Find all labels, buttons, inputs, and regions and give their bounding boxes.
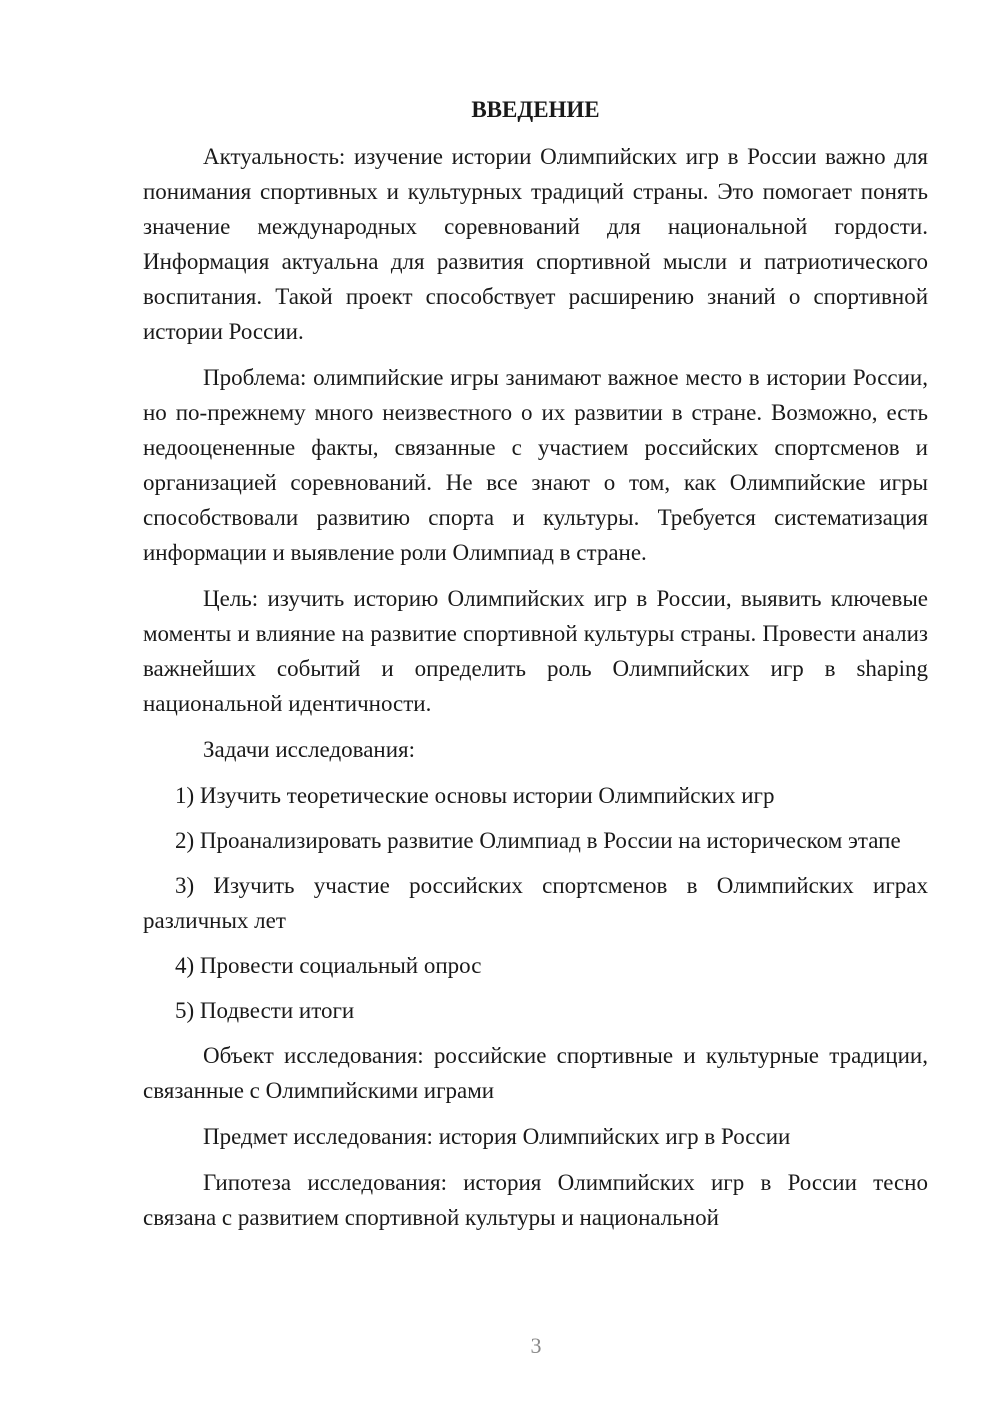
document-body [143, 90, 928, 1246]
tasks-heading: Задачи исследования: [203, 737, 416, 762]
relevance-paragraph: Актуальность: изучение истории Олимпийских игр в России важно для понимания спортивных и культурных традиций страны. Это помогает понять значение международных соревнований для национальной гордости. Информация актуальна для развития спортивной мысли и патриотического воспитания. Такой проект способствует расширению знаний о спортивной истории России. [143, 144, 928, 344]
task-item-5: 5) Подвести итоги [175, 998, 355, 1023]
goal-paragraph: Цель: изучить историю Олимпийских игр в России, выявить ключевые моменты и влияние на развитие спортивной культуры страны. Провести анализ важнейших событий и определить роль Олимпийских игр в shaping национальной идентичности. [143, 586, 928, 716]
subject-paragraph: Предмет исследования: история Олимпийских игр в России [203, 1124, 791, 1149]
hypothesis-paragraph: Гипотеза исследования: история Олимпийских игр в России тесно связана с развитием спортивной культуры и национальной [143, 1170, 928, 1230]
task-item-3: 3) Изучить участие российских спортсменов в Олимпийских играх различных лет [143, 873, 928, 933]
page-number: 3 [530, 1333, 542, 1358]
task-item-4: 4) Провести социальный опрос [175, 953, 482, 978]
task-item-1: 1) Изучить теоретические основы истории Олимпийских игр [175, 783, 775, 808]
task-item-2: 2) Проанализировать развитие Олимпиад в России на историческом этапе [175, 828, 901, 853]
page-title: ВВЕДЕНИЕ [471, 97, 600, 122]
object-paragraph: Объект исследования: российские спортивные и культурные традиции, связанные с Олимпийскими играми [143, 1043, 928, 1103]
problem-paragraph: Проблема: олимпийские игры занимают важное место в истории России, но по-прежнему много неизвестного о их развитии в стране. Возможно, есть недооцененные факты, связанные с участием российских спортсменов и организацией соревнований. Не все знают о том, как Олимпийские игры способствовали развитию спорта и культуры. Требуется систематизация информации и выявление роли Олимпиад в стране. [143, 365, 928, 565]
